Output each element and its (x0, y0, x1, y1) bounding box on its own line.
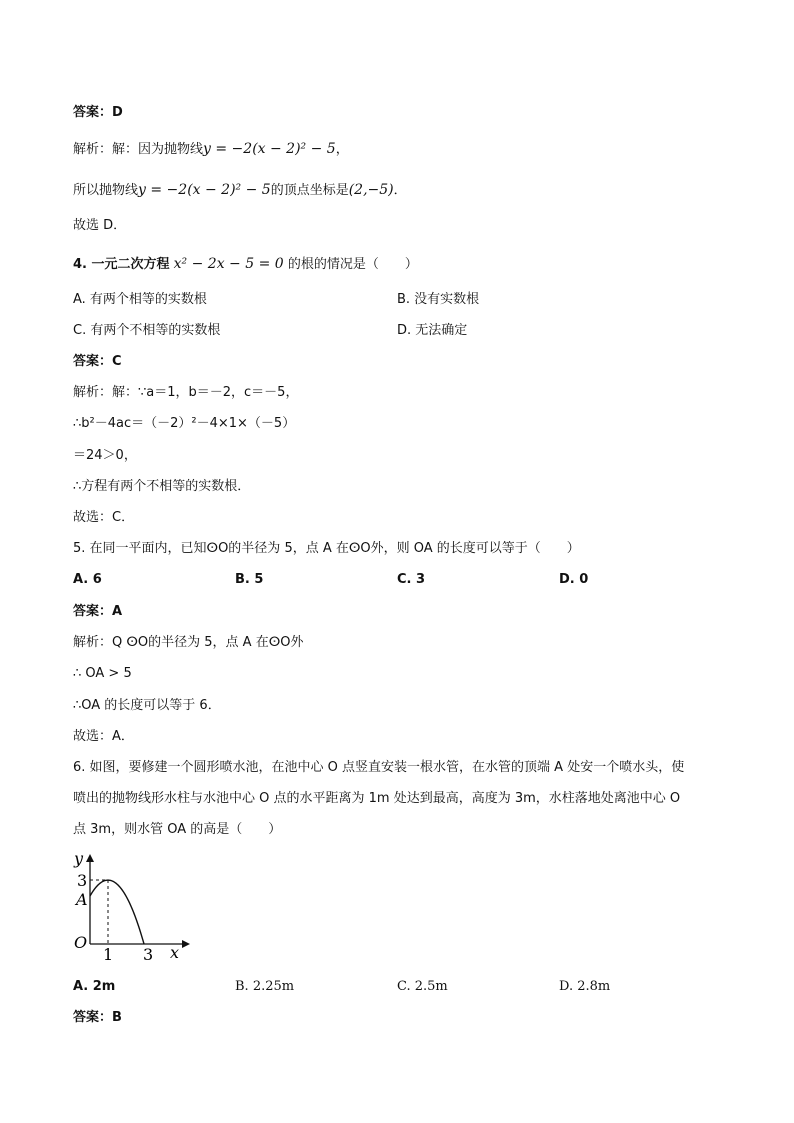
q5-conclusion: 故选：A． (73, 729, 134, 744)
q4-option-d: D. 无法确定 (397, 323, 468, 338)
q3-vertex-coordinates: (2,−5) (348, 182, 394, 198)
q3-answer: 答案：D (73, 105, 123, 120)
q4-answer: 答案：C (73, 354, 122, 369)
q5-analysis-2: ∴ OA > 5 (73, 666, 132, 681)
q4-equation: x² − 2x − 5 = 0 (173, 256, 284, 272)
q3-analysis-text: 解析：解：因为抛物线 (73, 142, 204, 157)
y-tick-3: 3 (77, 871, 88, 890)
q6-parabola-figure (70, 850, 190, 965)
q6-stem-1: 6. 如图，要修建一个圆形喷水池，在池中心 O 点竖直安装一根水管，在水管的顶端 A 处安一个喷水头，使 (73, 760, 685, 775)
q6-stem-2: 喷出的抛物线形水柱与水池中心 O 点的水平距离为 1m 处达到最高，高度为 3m，水柱落地处离池中心 O (73, 791, 681, 806)
q3-vertex-text: 的顶点坐标是 (270, 183, 349, 198)
parabola-curve (90, 880, 144, 944)
q3-comma: ， (335, 142, 349, 157)
q5-answer: 答案：A (73, 604, 123, 619)
q5-option-c: C. 3 (397, 572, 426, 587)
x-axis-label: x (170, 943, 180, 962)
q5-option-b: B. 5 (235, 572, 264, 587)
q4-stem (73, 254, 418, 275)
q4-conclusion: 故选：C． (73, 510, 135, 525)
q3-analysis-line-1 (73, 139, 349, 160)
y-axis-arrow-icon (86, 854, 94, 862)
q4-option-a: A. 有两个相等的实数根 (73, 292, 207, 307)
q5-analysis-1: 解析：Q ⵙO的半径为 5，点 A 在ⵙO外 (73, 635, 304, 650)
q4-stem-text: 4. 一元二次方程 (73, 257, 170, 272)
q3-parabola-equation: y = −2(x − 2)² − 5 (203, 141, 336, 157)
y-axis-label: y (74, 850, 84, 868)
q3-period: ． (393, 183, 407, 198)
q4-analysis-3: ＝24＞0， (73, 448, 137, 463)
q6-answer: 答案：B (73, 1010, 122, 1025)
q5-option-a: A. 6 (73, 572, 102, 587)
q4-analysis-2: ∴b²－4ac＝（－2）²－4×1×（－5） (73, 416, 296, 431)
x-tick-1: 1 (103, 945, 114, 964)
q5-option-d: D. 0 (559, 572, 589, 587)
q5-analysis-3: ∴OA 的长度可以等于 6． (73, 698, 221, 713)
q5-stem: 5. 在同一平面内，已知ⵙO的半径为 5，点 A 在ⵙO外，则 OA 的长度可以等于（ ） (73, 541, 580, 556)
q4-option-c: C. 有两个不相等的实数根 (73, 323, 221, 338)
q4-analysis-4: ∴方程有两个不相等的实数根． (73, 479, 251, 494)
q4-stem-tail: 的根的情况是（ ） (287, 257, 418, 272)
q3-conclusion: 故选 D． (73, 218, 127, 233)
q6-option-b: B. 2.25m (235, 979, 295, 994)
q6-option-c: C. 2.5m (397, 979, 448, 994)
q6-stem-3: 点 3m，则水管 OA 的高是（ ） (73, 822, 282, 837)
point-a-label: A (76, 890, 88, 909)
q3-analysis-text-2: 所以抛物线 (73, 183, 139, 198)
x-axis-arrow-icon (182, 940, 190, 948)
x-tick-3: 3 (143, 945, 154, 964)
q3-analysis-line-2 (73, 180, 407, 201)
origin-label: O (74, 933, 88, 952)
q4-option-b: B. 没有实数根 (397, 292, 480, 307)
q6-option-d: D. 2.8m (559, 979, 611, 994)
q3-parabola-equation-2: y = −2(x − 2)² − 5 (138, 182, 271, 198)
q4-analysis-1: 解析：解：∵a＝1，b＝－2，c＝－5， (73, 385, 299, 400)
q6-option-a: A. 2m (73, 979, 116, 994)
